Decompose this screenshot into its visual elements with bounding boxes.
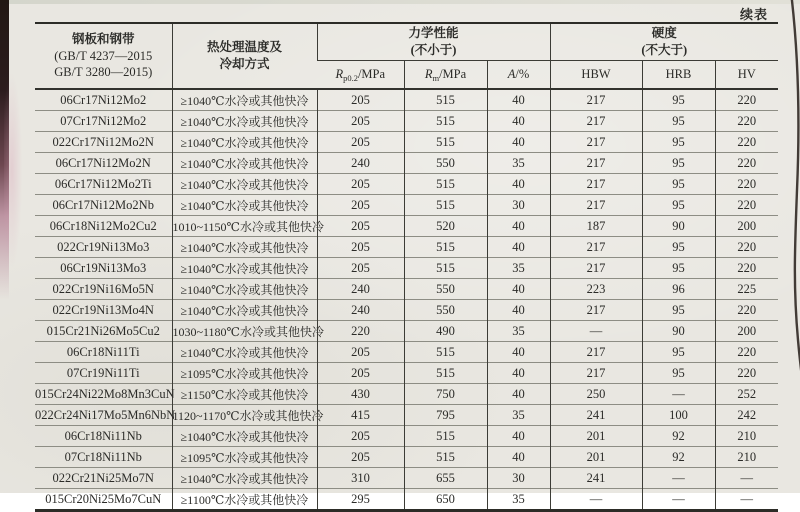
rp02-cell: 240	[317, 153, 404, 174]
hv-cell: 220	[715, 195, 778, 216]
hv-cell: 210	[715, 447, 778, 468]
rm-cell: 550	[404, 279, 487, 300]
elongation-cell: 35	[487, 258, 550, 279]
rm-cell: 515	[404, 426, 487, 447]
heat-treatment-cell: ≥1040℃水冷或其他快冷	[172, 132, 317, 153]
grade-cell: 07Cr17Ni12Mo2	[35, 111, 172, 132]
grade-cell: 06Cr18Ni11Nb	[35, 426, 172, 447]
hbw-cell: 187	[550, 216, 642, 237]
steel-mechanical-properties-table	[35, 22, 778, 512]
grade-cell: 07Cr18Ni11Nb	[35, 447, 172, 468]
table-row	[35, 174, 778, 195]
hv-cell: 252	[715, 384, 778, 405]
grade-cell: 022Cr17Ni12Mo2N	[35, 132, 172, 153]
elongation-cell: 40	[487, 89, 550, 111]
grade-cell: 015Cr24Ni22Mo8Mn3CuN	[35, 384, 172, 405]
hv-cell: 200	[715, 321, 778, 342]
hv-cell: 220	[715, 89, 778, 111]
rp02-cell: 240	[317, 279, 404, 300]
rp02-cell: 205	[317, 132, 404, 153]
hrb-cell: 95	[642, 300, 715, 321]
elongation-cell: 40	[487, 132, 550, 153]
grade-cell: 06Cr17Ni12Mo2Ti	[35, 174, 172, 195]
table-row	[35, 195, 778, 216]
rm-subscript: m	[432, 72, 440, 83]
scan-left-edge-glow	[4, 40, 30, 300]
rp02-cell: 295	[317, 489, 404, 511]
hard-header-line2: (不大于)	[641, 43, 688, 57]
hv-cell: 242	[715, 405, 778, 426]
col-header-grade	[35, 23, 172, 89]
rm-cell: 515	[404, 258, 487, 279]
rm-cell: 515	[404, 132, 487, 153]
table-row	[35, 279, 778, 300]
grade-cell: 022Cr19Ni13Mo4N	[35, 300, 172, 321]
hrb-cell: 95	[642, 111, 715, 132]
rm-cell: 520	[404, 216, 487, 237]
hv-cell: 220	[715, 300, 778, 321]
grade-header-std2: GB/T 3280—2015)	[54, 65, 153, 80]
heat-treatment-cell: ≥1040℃水冷或其他快冷	[172, 111, 317, 132]
rm-cell: 550	[404, 300, 487, 321]
rp02-cell: 205	[317, 342, 404, 363]
elongation-cell: 40	[487, 384, 550, 405]
heat-treatment-cell: ≥1040℃水冷或其他快冷	[172, 258, 317, 279]
elongation-cell: 40	[487, 216, 550, 237]
hbw-cell: 217	[550, 237, 642, 258]
rm-cell: 515	[404, 363, 487, 384]
hrb-cell: 95	[642, 89, 715, 111]
grade-cell: 022Cr24Ni17Mo5Mn6NbN	[35, 405, 172, 426]
elongation-cell: 35	[487, 489, 550, 511]
scan-top-shadow	[0, 0, 800, 4]
heat-treatment-cell: ≥1040℃水冷或其他快冷	[172, 195, 317, 216]
hv-cell: 220	[715, 363, 778, 384]
hrb-cell: 92	[642, 447, 715, 468]
rp02-cell: 205	[317, 447, 404, 468]
rp02-unit: /MPa	[357, 66, 386, 81]
hbw-cell: 250	[550, 384, 642, 405]
hrb-cell: 95	[642, 258, 715, 279]
heat-treatment-cell: ≥1040℃水冷或其他快冷	[172, 426, 317, 447]
table-header	[35, 23, 778, 89]
heat-header-line1: 热处理温度及	[206, 40, 282, 55]
hbw-cell: 241	[550, 405, 642, 426]
rm-cell: 515	[404, 195, 487, 216]
rp02-symbol: R	[335, 66, 344, 81]
hbw-cell: 201	[550, 447, 642, 468]
hv-cell: 220	[715, 174, 778, 195]
hrb-cell: 90	[642, 216, 715, 237]
hv-cell: 220	[715, 132, 778, 153]
grade-cell: 015Cr21Ni26Mo5Cu2	[35, 321, 172, 342]
grade-cell: 015Cr20Ni25Mo7CuN	[35, 489, 172, 511]
table-row	[35, 363, 778, 384]
rm-cell: 650	[404, 489, 487, 511]
elongation-cell: 35	[487, 405, 550, 426]
hv-cell: 220	[715, 237, 778, 258]
hbw-cell: 241	[550, 468, 642, 489]
heat-treatment-cell: ≥1040℃水冷或其他快冷	[172, 468, 317, 489]
table-row	[35, 216, 778, 237]
rp02-cell: 205	[317, 363, 404, 384]
heat-treatment-cell: ≥1040℃水冷或其他快冷	[172, 300, 317, 321]
hbw-cell: 217	[550, 363, 642, 384]
table-row	[35, 321, 778, 342]
hbw-cell: 217	[550, 132, 642, 153]
rp02-cell: 205	[317, 111, 404, 132]
col-header-hrb: HRB	[642, 61, 715, 90]
hv-cell: 220	[715, 258, 778, 279]
table-row	[35, 342, 778, 363]
rp02-cell: 205	[317, 216, 404, 237]
rm-unit: /MPa	[439, 66, 467, 81]
elongation-cell: 40	[487, 342, 550, 363]
heat-treatment-cell: 1030~1180℃水冷或其他快冷	[172, 321, 317, 342]
grade-cell: 06Cr18Ni11Ti	[35, 342, 172, 363]
table-row	[35, 489, 778, 511]
hrb-cell: 95	[642, 195, 715, 216]
table-row	[35, 132, 778, 153]
heat-treatment-cell: 1120~1170℃水冷或其他快冷	[172, 405, 317, 426]
hrb-cell: —	[642, 489, 715, 511]
elongation-cell: 40	[487, 300, 550, 321]
hbw-cell: 217	[550, 342, 642, 363]
table-row	[35, 111, 778, 132]
rp02-cell: 205	[317, 237, 404, 258]
grade-cell: 022Cr21Ni25Mo7N	[35, 468, 172, 489]
rm-cell: 490	[404, 321, 487, 342]
rp02-cell: 415	[317, 405, 404, 426]
header-group-row	[35, 23, 778, 61]
elongation-cell: 35	[487, 321, 550, 342]
hrb-cell: 95	[642, 174, 715, 195]
hrb-cell: —	[642, 468, 715, 489]
grade-header-title: 钢板和钢带	[71, 31, 135, 46]
hrb-cell: 90	[642, 321, 715, 342]
hbw-cell: —	[550, 489, 642, 511]
hbw-cell: 223	[550, 279, 642, 300]
continued-table-label: 续表	[739, 7, 768, 22]
hbw-cell: 217	[550, 89, 642, 111]
grade-cell: 06Cr18Ni12Mo2Cu2	[35, 216, 172, 237]
heat-treatment-cell: ≥1095℃水冷或其他快冷	[172, 447, 317, 468]
rp02-cell: 240	[317, 300, 404, 321]
heat-treatment-cell: ≥1040℃水冷或其他快冷	[172, 237, 317, 258]
mech-header-line1: 力学性能	[408, 26, 459, 41]
rm-cell: 515	[404, 174, 487, 195]
hv-cell: 220	[715, 153, 778, 174]
rp02-subscript: p0.2	[343, 72, 358, 83]
col-header-rm	[404, 61, 487, 90]
group-header-hardness	[550, 23, 778, 61]
col-header-hbw: HBW	[550, 61, 642, 90]
hrb-cell: 95	[642, 132, 715, 153]
hv-cell: 225	[715, 279, 778, 300]
rm-cell: 655	[404, 468, 487, 489]
table-body	[35, 89, 778, 511]
table-row	[35, 405, 778, 426]
elongation-cell: 40	[487, 363, 550, 384]
hbw-cell: 217	[550, 111, 642, 132]
hrb-cell: 95	[642, 363, 715, 384]
table-row	[35, 447, 778, 468]
group-header-mechanical	[317, 23, 550, 61]
col-header-hv: HV	[715, 61, 778, 90]
hbw-cell: —	[550, 321, 642, 342]
elongation-cell: 40	[487, 237, 550, 258]
elongation-cell: 40	[487, 279, 550, 300]
rp02-cell: 205	[317, 174, 404, 195]
grade-header-std1: (GB/T 4237—2015	[54, 48, 153, 63]
elongation-cell: 40	[487, 426, 550, 447]
heat-treatment-cell: ≥1095℃水冷或其他快冷	[172, 363, 317, 384]
grade-cell: 06Cr19Ni13Mo3	[35, 258, 172, 279]
hard-header-line1: 硬度	[651, 26, 677, 41]
heat-treatment-cell: ≥1150℃水冷或其他快冷	[172, 384, 317, 405]
grade-cell: 06Cr17Ni12Mo2N	[35, 153, 172, 174]
grade-cell: 07Cr19Ni11Ti	[35, 363, 172, 384]
rm-cell: 515	[404, 342, 487, 363]
hrb-cell: 100	[642, 405, 715, 426]
rm-cell: 795	[404, 405, 487, 426]
rp02-cell: 205	[317, 89, 404, 111]
heat-treatment-cell: ≥1040℃水冷或其他快冷	[172, 174, 317, 195]
hrb-cell: —	[642, 384, 715, 405]
table-row	[35, 89, 778, 111]
table-row	[35, 426, 778, 447]
hv-cell: —	[715, 489, 778, 511]
hbw-cell: 201	[550, 426, 642, 447]
elongation-cell: 40	[487, 447, 550, 468]
elongation-cell: 40	[487, 174, 550, 195]
grade-cell: 022Cr19Ni16Mo5N	[35, 279, 172, 300]
rp02-cell: 205	[317, 426, 404, 447]
hrb-cell: 92	[642, 426, 715, 447]
rm-cell: 515	[404, 447, 487, 468]
hv-cell: 220	[715, 111, 778, 132]
rm-symbol: R	[424, 66, 433, 81]
rm-cell: 550	[404, 153, 487, 174]
hbw-cell: 217	[550, 174, 642, 195]
heat-treatment-cell: ≥1040℃水冷或其他快冷	[172, 279, 317, 300]
rp02-cell: 205	[317, 195, 404, 216]
elongation-cell: 35	[487, 153, 550, 174]
heat-treatment-cell: ≥1040℃水冷或其他快冷	[172, 89, 317, 111]
rm-cell: 515	[404, 237, 487, 258]
hrb-cell: 95	[642, 237, 715, 258]
heat-treatment-cell: 1010~1150℃水冷或其他快冷	[172, 216, 317, 237]
col-header-heat-treatment	[172, 23, 317, 89]
mech-header-line2: (不小于)	[410, 43, 457, 57]
grade-cell: 022Cr19Ni13Mo3	[35, 237, 172, 258]
hbw-cell: 217	[550, 153, 642, 174]
hbw-cell: 217	[550, 258, 642, 279]
rm-cell: 750	[404, 384, 487, 405]
heat-treatment-cell: ≥1040℃水冷或其他快冷	[172, 342, 317, 363]
table-row	[35, 153, 778, 174]
hv-cell: 200	[715, 216, 778, 237]
heat-header-line2: 冷却方式	[219, 57, 270, 71]
col-header-rp02	[317, 61, 404, 90]
rp02-cell: 430	[317, 384, 404, 405]
hv-cell: 210	[715, 426, 778, 447]
hv-cell: 220	[715, 342, 778, 363]
heat-treatment-cell: ≥1100℃水冷或其他快冷	[172, 489, 317, 511]
rm-cell: 515	[404, 111, 487, 132]
rp02-cell: 205	[317, 258, 404, 279]
hrb-cell: 95	[642, 153, 715, 174]
elongation-cell: 30	[487, 195, 550, 216]
elongation-cell: 40	[487, 111, 550, 132]
elongation-unit: /%	[515, 67, 530, 81]
elongation-symbol: A	[507, 67, 516, 81]
table-row	[35, 384, 778, 405]
table-row	[35, 258, 778, 279]
grade-cell: 06Cr17Ni12Mo2Nb	[35, 195, 172, 216]
table-row	[35, 300, 778, 321]
col-header-elongation	[487, 61, 550, 90]
rp02-cell: 220	[317, 321, 404, 342]
elongation-cell: 30	[487, 468, 550, 489]
hrb-cell: 96	[642, 279, 715, 300]
hbw-cell: 217	[550, 300, 642, 321]
rp02-cell: 310	[317, 468, 404, 489]
table-row	[35, 468, 778, 489]
grade-cell: 06Cr17Ni12Mo2	[60, 92, 147, 107]
rm-cell: 515	[404, 89, 487, 111]
hv-cell: —	[715, 468, 778, 489]
heat-treatment-cell: ≥1040℃水冷或其他快冷	[172, 153, 317, 174]
table-row	[35, 237, 778, 258]
hbw-cell: 217	[550, 195, 642, 216]
hrb-cell: 95	[642, 342, 715, 363]
